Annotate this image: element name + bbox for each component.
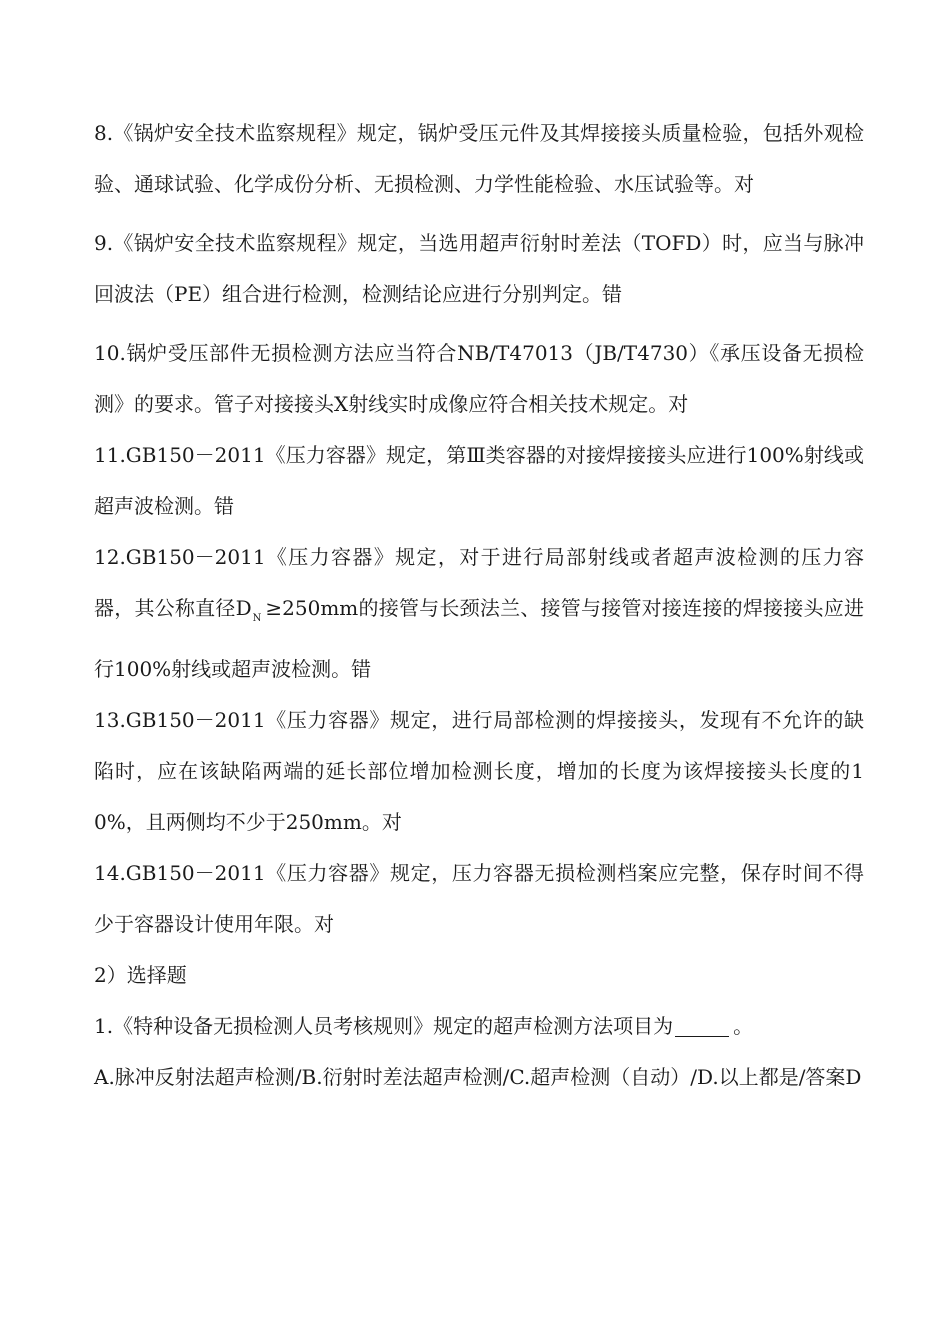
item-14: 14.GB150－2011《压力容器》规定，压力容器无损检测档案应完整，保存时间不得少于容器设计使用年限。对 <box>94 861 864 936</box>
item-12-subscript: N <box>252 613 262 624</box>
item-12-text-before: 12.GB150－2011《压力容器》规定，对于进行局部射线或者超声波检测的压力容器，其公称直径D <box>94 545 864 620</box>
item-9: 9.《锅炉安全技术监察规程》规定，当选用超声衍射时差法（TOFD）时，应当与脉冲回波法（PE）组合进行检测，检测结论应进行分别判定。错 <box>94 231 864 306</box>
item-8: 8.《锅炉安全技术监察规程》规定，锅炉受压元件及其焊接接头质量检验，包括外观检验、通球试验、化学成份分析、无损检测、力学性能检验、水压试验等。对 <box>94 121 864 196</box>
question-1-text: 1.《特种设备无损检测人员考核规则》规定的超声检测方法项目为 <box>94 1014 674 1038</box>
item-13: 13.GB150－2011《压力容器》规定，进行局部检测的焊接接头，发现有不允许的缺陷时，应在该缺陷两端的延长部位增加检测长度，增加的长度为该焊接接头长度的10%，且两侧均不少于250mm。对 <box>94 708 864 834</box>
section-heading: 2）选择题 <box>94 963 187 987</box>
question-1-end: 。 <box>733 1014 754 1038</box>
item-12 <box>94 532 864 695</box>
document-page <box>94 108 864 1103</box>
item-10: 10.锅炉受压部件无损检测方法应当符合NB/T47013（JB/T4730）《承压设备无损检测》的要求。管子对接接头X射线实时成像应符合相关技术规定。对 <box>94 341 864 416</box>
item-12-text-after: ≥250mm的接管与长颈法兰、接管与接管对接连接的焊接接头应进行100%射线或超声波检测。错 <box>94 596 864 681</box>
answer-blank <box>675 1012 729 1037</box>
item-11: 11.GB150－2011《压力容器》规定，第Ⅲ类容器的对接焊接接头应进行100%射线或超声波检测。错 <box>94 443 864 518</box>
question-1 <box>94 1001 864 1052</box>
question-1-options: A.脉冲反射法超声检测/B.衍射时差法超声检测/C.超声检测（自动）/D.以上都是/答案D <box>94 1065 862 1089</box>
